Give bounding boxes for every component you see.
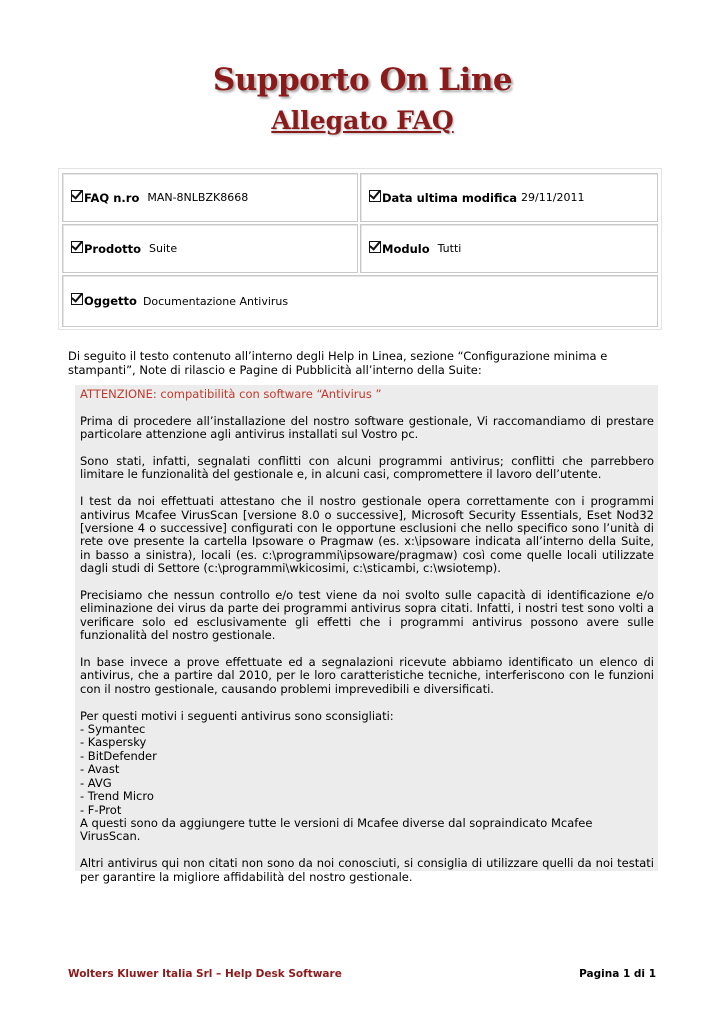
- list-item: - Symantec: [80, 722, 146, 737]
- faq-number-cell: [62, 173, 358, 222]
- list-outro: A questi sono da aggiungere tutte le versioni di Mcafee diverse dal sopraindicato Mcafee VirusScan.: [80, 815, 593, 844]
- list-item: - Kaspersky: [80, 735, 147, 750]
- list-item: - BitDefender: [80, 748, 157, 763]
- footer-company: Wolters Kluwer Italia Srl – Help Desk Software: [68, 968, 342, 980]
- checkbox-checked-icon: [369, 241, 381, 253]
- antivirus-list: [80, 710, 654, 844]
- body-paragraph: Precisiamo che nessun controllo e/o test viene da noi svolto sulle capacità di identificazione e/o eliminazione dei virus da parte dei programmi antivirus sopra citati. Infatti, i nostri test sono volti a verificare solo ed esclusivamente gli effetti che i programmi antivirus possono avere sulle funzionalità del nostro gestionale.: [80, 588, 654, 643]
- subject-cell: [62, 275, 658, 327]
- module-cell: [360, 224, 658, 273]
- body-paragraph: I test da noi effettuati attestano che il nostro gestionale opera correttamente con i programmi antivirus Mcafee VirusScan [versione 8.0 o successive], Microsoft Security Essentials, Eset Nod32 [versione 4 o successive] configurati con le opportune esclusioni che nello specifico sono l’unità di rete ove presente la cartella Ipsoware o Pragmaw (es. x:\ipsoware indicata all’interno della Suite, in basso a sinistra), locali (es. c:\programmi\ipsoware/pragmaw) così come quelle locali utilizzate dagli studi di Settore (c:\programmi\wkicosimi, c:\sticambi, c:\wsiotemp).: [80, 494, 654, 576]
- list-intro: Per questi motivi i seguenti antivirus sono sconsigliati:: [80, 708, 394, 723]
- intro-paragraph: Di seguito il testo contenuto all’interno degli Help in Linea, sezione “Configurazione minima e stampanti”, Note di rilascio e Pagine di Pubblicità all’interno della Suite:: [68, 349, 608, 377]
- product-cell: [62, 224, 358, 273]
- attention-heading: ATTENZIONE: compatibilità con software “Antivirus ”: [80, 387, 382, 401]
- module-value: Tutti: [437, 242, 462, 255]
- last-modified-cell: [360, 173, 658, 222]
- faq-number-label: FAQ n.ro: [84, 190, 140, 205]
- footer-page-number: Pagina 1 di 1: [579, 968, 656, 980]
- checkbox-checked-icon: [369, 190, 381, 202]
- last-modified-label: Data ultima modifica: [382, 190, 518, 205]
- subject-value: Documentazione Antivirus: [142, 294, 289, 308]
- list-item: - Trend Micro: [80, 789, 154, 804]
- product-label: Prodotto: [84, 241, 142, 256]
- body-paragraph: Sono stati, infatti, segnalati conflitti con alcuni programmi antivirus; conflitti che parrebbero limitare le funzionalità del gestionale e, in alcuni casi, compromettere il lavoro dell’utente.: [80, 454, 654, 482]
- list-item: - Avast: [80, 762, 120, 777]
- subject-label: Oggetto: [84, 294, 137, 308]
- checkbox-checked-icon: [71, 190, 83, 202]
- checkbox-checked-icon: [71, 293, 83, 305]
- faq-info-table: [58, 168, 662, 330]
- faq-body-box: [75, 385, 658, 884]
- list-item: - F-Prot: [80, 802, 122, 817]
- faq-number-value: MAN-8NLBZK8668: [147, 191, 249, 204]
- body-paragraph: Altri antivirus qui non citati non sono da noi conosciuti, si consiglia di utilizzare quelli da noi testati per garantire la migliore affidabilità del nostro gestionale.: [80, 856, 654, 884]
- document-subtitle: Allegato FAQ: [271, 106, 454, 135]
- module-label: Modulo: [382, 241, 430, 256]
- checkbox-checked-icon: [71, 241, 83, 253]
- body-paragraph: Prima di procedere all’installazione del nostro software gestionale, Vi raccomandiamo di prestare particolare attenzione agli antivirus installati sul Vostro pc.: [80, 413, 654, 442]
- list-item: - AVG: [80, 775, 112, 790]
- body-paragraph: In base invece a prove effettuate ed a segnalazioni ricevute abbiamo identificato un elenco di antivirus, che a partire dal 2010, per le loro caratteristiche tecniche, interferiscono con le funzioni con il nostro gestionale, causando problemi imprevedibili e diversificati.: [80, 655, 654, 696]
- document-title: Supporto On Line: [212, 62, 513, 98]
- product-value: Suite: [149, 242, 178, 255]
- last-modified-value: 29/11/2011: [521, 191, 585, 204]
